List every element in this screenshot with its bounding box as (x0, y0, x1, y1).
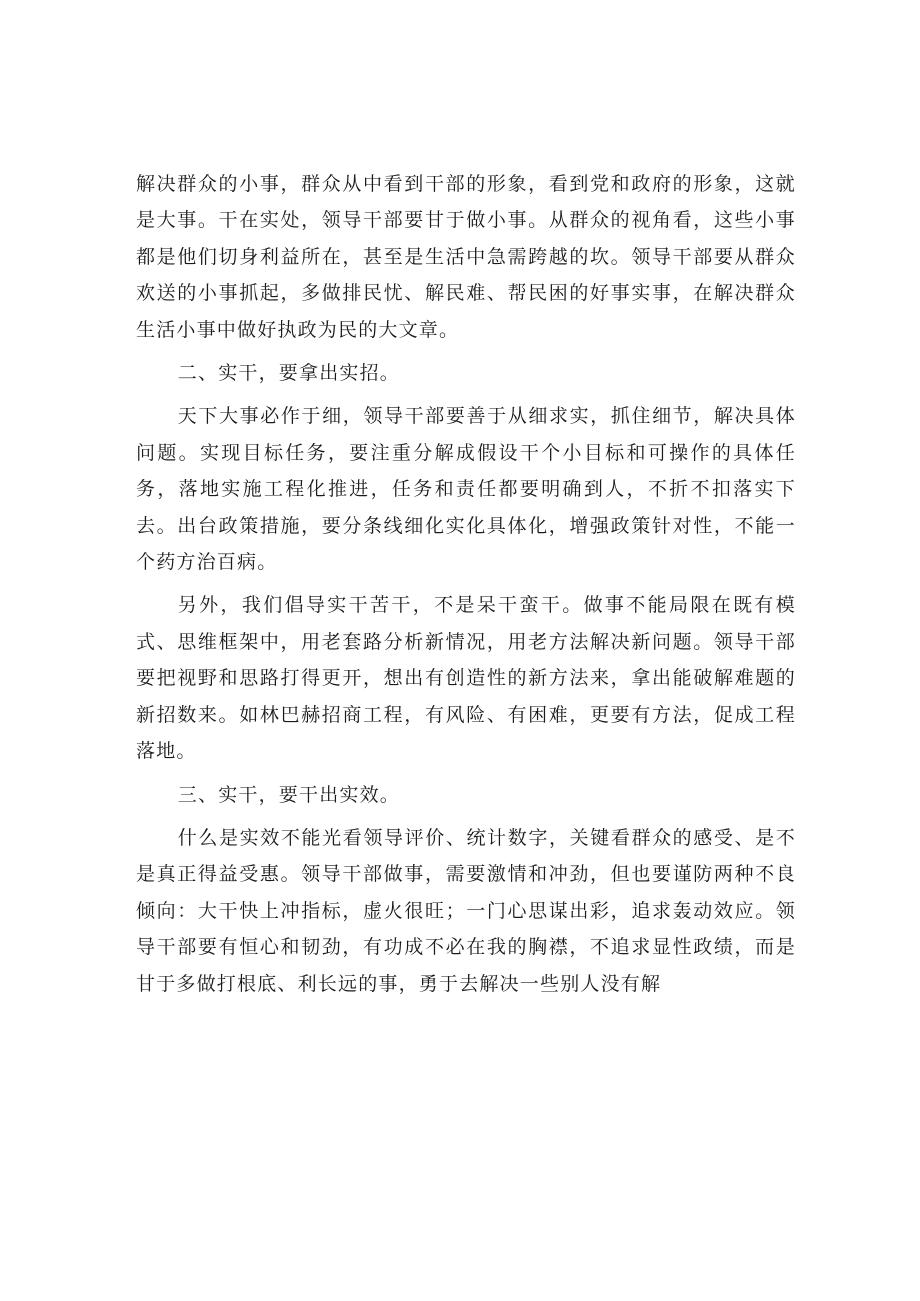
paragraph-body: 天下大事必作于细，领导干部要善于从细求实，抓住细节，解决具体问题。实现目标任务，要注重分解成假设干个小目标和可操作的具体任务，落地实施工程化推进，任务和责任都要明确到人，不折不扣落实下去。出台政策措施，要分条线细化实化具体化，增强政策针对性，不能一个药方治百病。 (136, 405, 796, 574)
paragraph-body: 另外，我们倡导实干苦干，不是呆干蛮干。做事不能局限在既有模式、思维框架中，用老套路分析新情况，用老方法解决新问题。领导干部要把视野和思路打得更开，想出有创造性的新方法来，拿出能破解难题的新招数来。如林巴赫招商工程，有风险、有困难，更要有方法，促成工程落地。 (136, 594, 796, 763)
paragraph-continuation: 解决群众的小事，群众从中看到干部的形象，看到党和政府的形象，这就是大事。干在实处，领导干部要甘于做小事。从群众的视角看，这些小事都是他们切身利益所在，甚至是生活中急需跨越的坎。领导干部要从群众欢送的小事抓起，多做排民忧、解民难、帮民困的好事实事，在解决群众生活小事中做好执政为民的大文章。 (136, 173, 796, 341)
paragraph-body: 什么是实效不能光看领导评价、统计数字，关键看群众的感受、是不是真正得益受惠。领导干部做事，需要激情和冲劲，但也要谨防两种不良倾向：大干快上冲指标，虚火很旺；一门心思谋出彩，追求轰动效应。领导干部要有恒心和韧劲，有功成不必在我的胸襟，不追求显性政绩，而是甘于多做打根底、利长远的事，勇于去解决一些别人没有解 (136, 826, 796, 995)
section-heading-3: 三、实干，要干出实效。 (177, 783, 400, 806)
section-heading-2: 二、实干，要拿出实招。 (177, 362, 400, 385)
document-body (136, 166, 796, 1009)
